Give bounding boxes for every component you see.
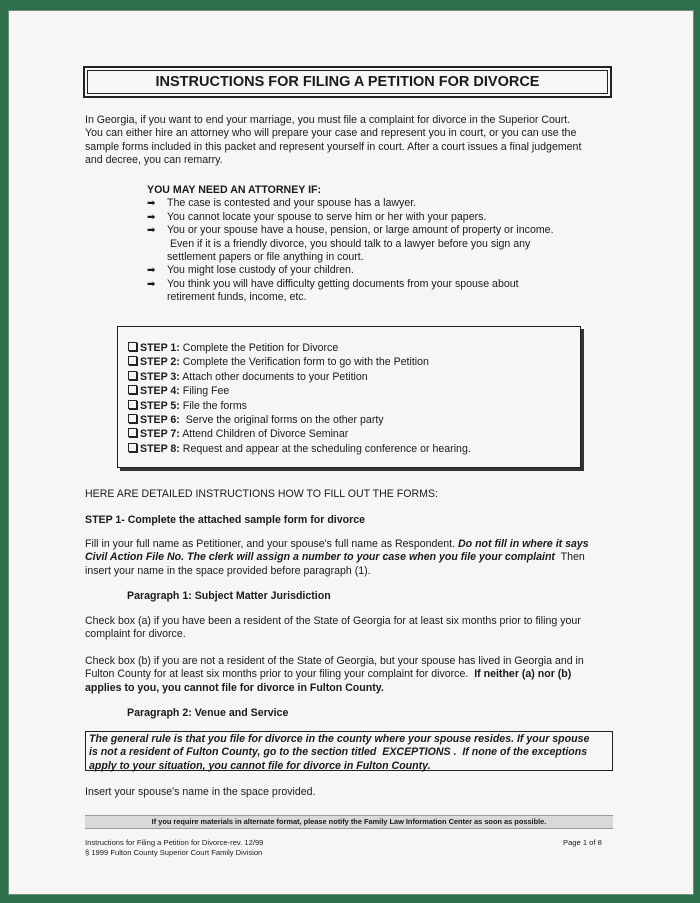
step-item [128, 442, 471, 456]
step-text: Serve the original forms on the other party [179, 414, 384, 427]
text-line: Check box (a) if you have been a resident of the State of Georgia for at least six months prior to filing your [85, 615, 581, 627]
list-item [147, 278, 587, 305]
list-item-text: You might lose custody of your children. [167, 264, 354, 277]
text-run: Civil Action File No. The clerk will assign a number to your case when you file your complaint [85, 551, 555, 564]
general-rule-callout [85, 731, 613, 771]
text-run: Fill in your full name as Petitioner, and your spouse's full name as Respondent. [85, 538, 459, 550]
step-text: Filing Fee [179, 385, 230, 398]
arrow-icon: ➡︎ [147, 278, 156, 290]
arrow-icon: ➡︎ [147, 211, 156, 223]
step-text: Attach other documents to your Petition [179, 370, 368, 383]
checkbox-icon[interactable] [128, 400, 137, 409]
step-label: STEP 6: [140, 414, 180, 427]
checkbox-icon[interactable] [128, 428, 137, 437]
text-run: cannot [230, 759, 265, 772]
attorney-heading: YOU MAY NEED AN ATTORNEY IF: [147, 184, 322, 196]
steps-checklist-box [117, 326, 581, 468]
list-item [147, 264, 587, 277]
text-line: is not a resident of Fulton County, go to the section titled EXCEPTIONS . If none of the exceptions [89, 746, 588, 759]
list-item-text: settlement papers or file anything in court. [167, 251, 364, 264]
footer-page-number: Page 1 of 8 [563, 838, 602, 847]
steps-list [128, 341, 471, 456]
step-label: STEP 5: [140, 399, 180, 412]
text-run: Fulton County for at least six months prior to your filing your complaint for divorce. [85, 668, 475, 681]
checkbox-icon[interactable] [128, 414, 137, 423]
text-run: Then [554, 551, 585, 564]
intro-line: and decree, you can remarry. [85, 154, 223, 167]
step-item [128, 341, 471, 355]
step-text: Attend Children of Divorce Seminar [179, 428, 349, 441]
checkbox-icon[interactable] [128, 356, 137, 365]
intro-line: sample forms included in this packet and represent yourself in court. After a court issues a final judgement [85, 140, 582, 153]
list-item-text: You cannot locate your spouse to serve him or her with your papers. [167, 210, 487, 223]
text-line: applies to you, you cannot file for divorce in Fulton County. [85, 681, 384, 694]
list-item [147, 224, 587, 264]
detailed-heading: HERE ARE DETAILED INSTRUCTIONS HOW TO FILL OUT THE FORMS: [85, 488, 438, 500]
text-run: apply to your situation, you [89, 759, 231, 772]
checkbox-icon[interactable] [128, 342, 137, 351]
text-run: file for divorce in Fulton County. [265, 759, 431, 772]
intro-paragraph [85, 114, 625, 168]
attorney-list [147, 184, 587, 305]
paragraph2-heading: Paragraph 2: Venue and Service [127, 707, 289, 719]
check-b-paragraph [85, 655, 625, 695]
step-label: STEP 8: [140, 442, 180, 455]
arrow-icon: ➡︎ [147, 198, 156, 210]
step-item [128, 413, 471, 427]
checkbox-icon[interactable] [128, 443, 137, 452]
list-item [147, 197, 587, 210]
step-label: STEP 1: [140, 342, 180, 354]
alternate-format-notice: If you require materials in alternate format, please notify the Family Law Information Center as soon as possible. [85, 815, 613, 829]
step-text: Request and appear at the scheduling conference or hearing. [179, 442, 471, 455]
step-item [128, 355, 471, 369]
list-item [147, 211, 587, 224]
list-item-text: You think you will have difficulty getting documents from your spouse about [167, 277, 519, 290]
step1-heading: STEP 1- Complete the attached sample form for divorce [85, 514, 366, 526]
list-item-text: retirement funds, income, etc. [167, 291, 307, 304]
paragraph1-heading: Paragraph 1: Subject Matter Jurisdiction [127, 590, 331, 602]
intro-line: You can either hire an attorney who will prepare your case and represent you in court, or you can use the [85, 127, 577, 140]
step-text: File the forms [179, 399, 247, 412]
text-run: Do not fill in where it says [458, 538, 589, 550]
list-item-text: You or your spouse have a house, pension, or large amount of property or income. [167, 224, 554, 237]
arrow-icon: ➡︎ [147, 225, 156, 237]
text-line: The general rule is that you file for divorce in the county where your spouse resides. If your spouse [89, 733, 590, 745]
step-text: Complete the Verification form to go with the Petition [179, 356, 429, 369]
checkbox-icon[interactable] [128, 371, 137, 380]
checkbox-icon[interactable] [128, 385, 137, 394]
step-item [128, 399, 471, 413]
footer-line: § 1999 Fulton County Superior Court Family Division [85, 848, 263, 857]
step-item [128, 384, 471, 398]
step-label: STEP 3: [140, 370, 180, 383]
footer-left [85, 838, 263, 858]
step-label: STEP 4: [140, 385, 180, 398]
step-item [128, 427, 471, 441]
list-item-text: The case is contested and your spouse has a lawyer. [167, 197, 417, 210]
document-title: INSTRUCTIONS FOR FILING A PETITION FOR DIVORCE [83, 66, 612, 98]
footer-line: Instructions for Filing a Petition for Divorce-rev. 12/99 [85, 838, 264, 847]
text-line: Check box (b) if you are not a resident of the State of Georgia, but your spouse has lived in Georgia and in [85, 655, 584, 667]
step-label: STEP 2: [140, 356, 180, 369]
step-label: STEP 7: [140, 428, 180, 441]
insert-spouse-text: Insert your spouse's name in the space provided. [85, 786, 316, 798]
intro-line: In Georgia, if you want to end your marriage, you must file a complaint for divorce in the Superior Court. [85, 114, 571, 126]
check-a-paragraph [85, 615, 625, 642]
text-run: If neither (a) nor (b) [474, 668, 572, 681]
list-item-text: Even if it is a friendly divorce, you should talk to a lawyer before you sign any [167, 237, 531, 250]
text-line: insert your name in the space provided before paragraph (1). [85, 564, 371, 577]
step1-paragraph [85, 538, 625, 578]
step-text: Complete the Petition for Divorce [179, 342, 339, 354]
step-item [128, 370, 471, 384]
text-line: complaint for divorce. [85, 628, 186, 641]
arrow-icon: ➡︎ [147, 265, 156, 277]
